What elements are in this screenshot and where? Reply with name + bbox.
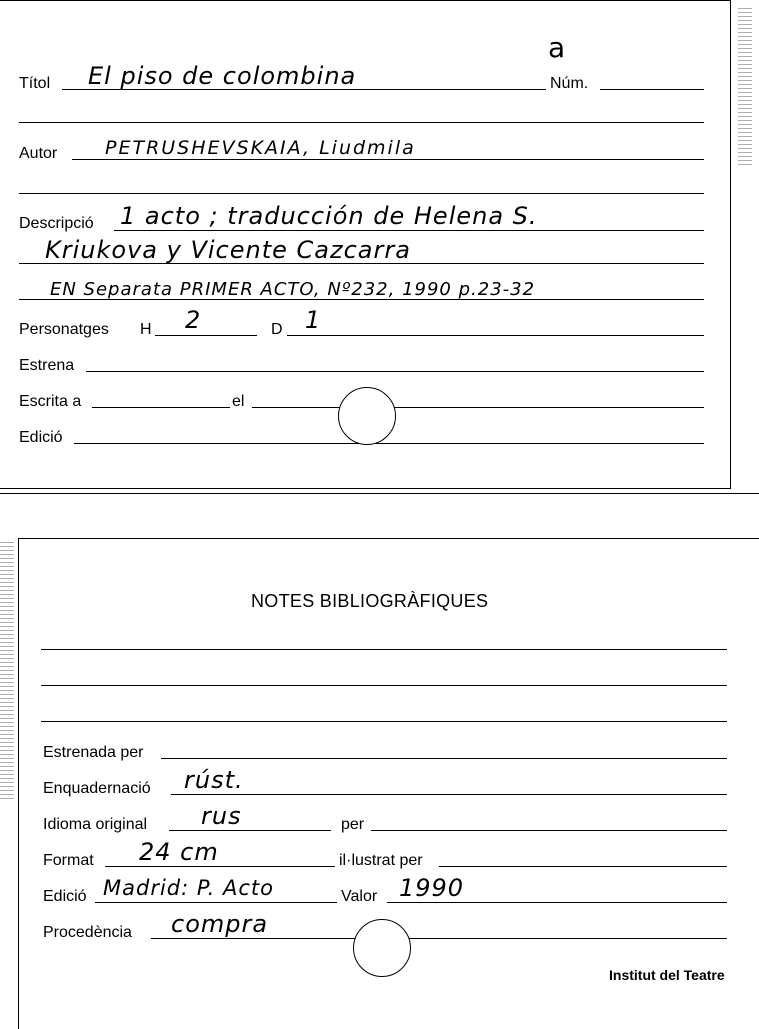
- original-language-line: [169, 830, 331, 831]
- format-label: Format: [43, 852, 94, 869]
- el-label: el: [232, 393, 245, 410]
- scan-noise: [0, 542, 14, 802]
- h-line: [155, 335, 257, 336]
- description-value-1: 1 acto ; traducción de Helena S.: [120, 202, 538, 230]
- d-value: 1: [305, 306, 322, 334]
- notes-line-3: [41, 721, 727, 722]
- characters-label: Personatges: [19, 321, 109, 338]
- institution-name: Institut del Teatre: [609, 967, 725, 983]
- description-value-2: Kriukova y Vicente Cazcarra: [45, 236, 411, 264]
- written-line: [92, 407, 230, 408]
- provenance-value: compra: [171, 910, 269, 938]
- title-continuation-line: [19, 122, 704, 123]
- per-label: per: [341, 816, 365, 833]
- num-label: Núm.: [550, 75, 589, 92]
- binding-value: rúst.: [184, 766, 244, 794]
- edition-back-value: Madrid: P. Acto: [103, 876, 274, 900]
- title-label: Títol: [19, 75, 51, 92]
- premiered-by-label: Estrenada per: [43, 744, 144, 761]
- illustrated-label: il·lustrat per: [339, 852, 423, 869]
- num-line: [600, 89, 704, 90]
- punch-hole: [338, 387, 396, 445]
- format-line: [105, 866, 335, 867]
- scan-noise: [738, 8, 752, 168]
- author-label: Autor: [19, 145, 58, 162]
- title-value: El piso de colombina: [88, 62, 357, 90]
- edition-back-line: [95, 902, 337, 903]
- card-mark: a: [548, 31, 567, 64]
- author-value: PETRUSHEVSKAIA, Liudmila: [105, 137, 416, 159]
- h-value: 2: [185, 306, 202, 334]
- description-label: Descripció: [19, 215, 94, 232]
- notes-line-2: [41, 685, 727, 686]
- d-label: D: [271, 321, 283, 338]
- edition-line: [74, 443, 704, 444]
- edition-label: Edició: [19, 429, 63, 446]
- binding-line: [171, 794, 727, 795]
- notes-heading: NOTES BIBLIOGRÀFIQUES: [251, 591, 489, 611]
- notes-line-1: [41, 649, 727, 650]
- author-continuation-line: [19, 193, 704, 194]
- premiered-by-line: [161, 758, 727, 759]
- format-value: 24 cm: [139, 838, 219, 866]
- h-label: H: [140, 321, 152, 338]
- catalog-card-front: [0, 0, 731, 489]
- per-line: [371, 830, 727, 831]
- catalog-card-back: [18, 538, 759, 1029]
- description-value-3: EN Separata PRIMER ACTO, Nº232, 1990 p.23-32: [50, 279, 536, 300]
- value-value: 1990: [399, 874, 465, 902]
- written-label: Escrita a: [19, 393, 82, 410]
- d-line: [287, 335, 704, 336]
- illustrated-line: [439, 866, 727, 867]
- premiere-label: Estrena: [19, 357, 75, 374]
- value-label: Valor: [341, 888, 378, 905]
- edition-back-label: Edició: [43, 888, 87, 905]
- description-line-1: [114, 230, 704, 231]
- original-language-value: rus: [201, 802, 242, 830]
- premiere-line: [86, 371, 704, 372]
- value-line: [387, 902, 727, 903]
- card-divider: [0, 493, 759, 494]
- provenance-line: [151, 938, 727, 939]
- original-language-label: Idioma original: [43, 816, 148, 833]
- el-line: [252, 407, 704, 408]
- binding-label: Enquadernació: [43, 780, 151, 797]
- punch-hole: [353, 919, 411, 977]
- provenance-label: Procedència: [43, 924, 132, 941]
